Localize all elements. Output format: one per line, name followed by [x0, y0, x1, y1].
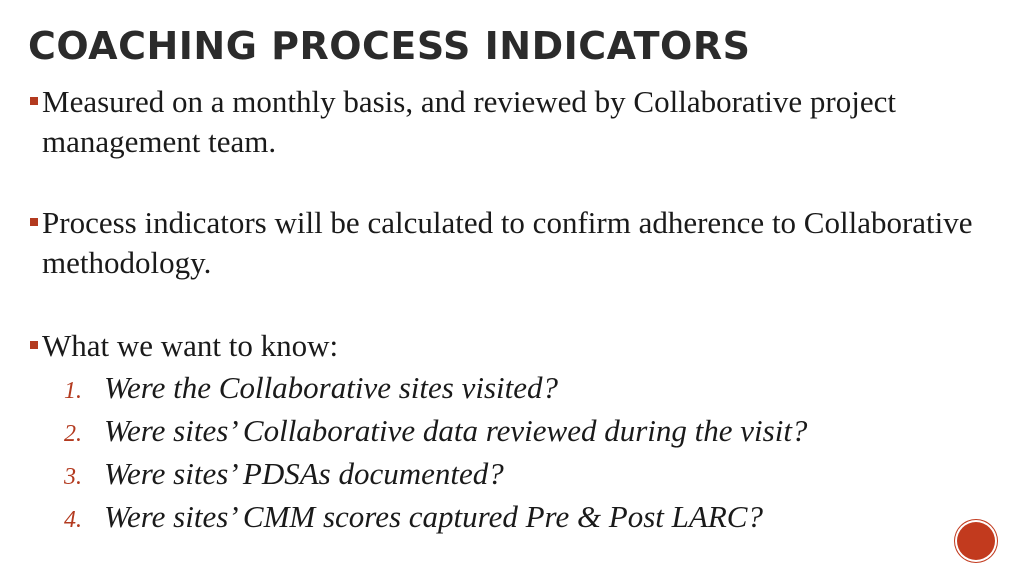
bullet-text: What we want to know:	[42, 328, 339, 363]
bullet-text: Process indicators will be calculated to confirm adherence to Collaborative methodology.	[42, 205, 973, 280]
question-item	[64, 495, 807, 538]
question-number: 3.	[64, 464, 82, 490]
question-item	[64, 452, 807, 495]
question-text: Were sites’ Collaborative data reviewed during the visit?	[104, 413, 808, 448]
question-number: 2.	[64, 421, 82, 447]
square-bullet-icon	[30, 97, 38, 105]
question-list	[64, 366, 807, 538]
bullet-item	[30, 203, 990, 283]
question-text: Were the Collaborative sites visited?	[104, 370, 559, 405]
square-bullet-icon	[30, 218, 38, 226]
question-text: Were sites’ PDSAs documented?	[104, 456, 504, 491]
bullet-item	[30, 82, 990, 162]
question-item	[64, 366, 807, 409]
bullet-text: Measured on a monthly basis, and reviewed by Collaborative project management team.	[42, 84, 896, 159]
slide-title: COACHING PROCESS INDICATORS	[28, 24, 751, 68]
bullet-item	[30, 326, 990, 366]
question-text: Were sites’ CMM scores captured Pre & Post LARC?	[104, 499, 763, 534]
circle-button-icon[interactable]	[957, 522, 995, 560]
square-bullet-icon	[30, 341, 38, 349]
question-number: 1.	[64, 378, 82, 404]
question-item	[64, 409, 807, 452]
question-number: 4.	[64, 507, 82, 533]
